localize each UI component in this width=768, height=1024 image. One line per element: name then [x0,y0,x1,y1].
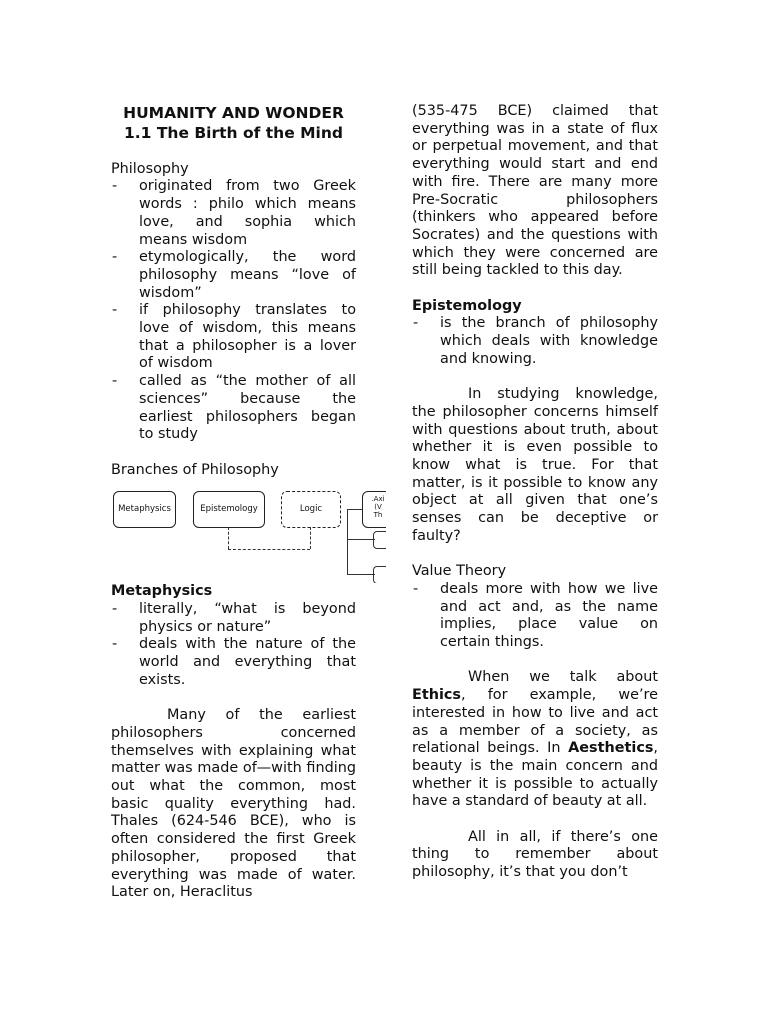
metaphysics-bullet-list [111,601,356,690]
diagram-connector [347,509,362,510]
ethics-term: Ethics [412,687,461,704]
value-theory-bullet-list [412,581,658,652]
aesthetics-term: Aesthetics [568,740,654,757]
philosophy-label: Philosophy [111,160,189,177]
branches-diagram [111,479,386,583]
diagram-connector [228,527,229,549]
metaphysics-heading: Metaphysics [111,583,213,600]
closing-paragraph: All in all, if there’s one thing to remember about philosophy, it’s that you don’t [412,828,658,881]
right-column [412,103,658,882]
diagram-node-logic: Logic [281,491,341,528]
diagram-connector [347,509,348,574]
value-theory-heading: Value Theory [412,563,507,580]
axiology-line-3: Th [373,511,383,520]
title-line-1: HUMANITY AND WONDER [123,104,344,122]
diagram-connector [310,527,311,549]
diagram-subnode-partial [373,566,386,583]
diagram-node-metaphysics: Metaphysics [113,491,176,528]
left-column [111,103,385,902]
diagram-subnode-partial [373,531,386,549]
diagram-connector [228,549,310,550]
value-para-start: When we talk about [468,669,658,686]
epistemology-heading: Epistemology [412,297,522,314]
document-title [111,103,356,143]
heraclitus-continuation: (535-475 BCE) claimed that everything was in a state of flux or perpetual movement, and that everything would start and end with fire. There are many more Pre-Socratic philosophers (thinkers who appeared before Socrates) and the questions with which they were concerned are still being tackled to this day. [412,103,658,279]
axiology-line-2: (V [374,503,382,512]
philosophy-bullet-list [111,178,356,444]
epistemology-bullet: - is the branch of philosophy which deals with knowledge and knowing. [412,315,658,368]
diagram-node-axiology-text [365,495,386,519]
philosophy-bullet: - etymologically, the word philosophy means “love of wisdom” [111,249,356,302]
epistemology-paragraph: In studying knowledge, the philosopher concerns himself with questions about truth, about whether it is even possible to know what is true. For that matter, is it possible to know any object at all given that one’s senses can be deceptive or faulty? [412,386,658,544]
philosophy-bullet: - if philosophy translates to love of wisdom, this means that a philosopher is a lover of wisdom [111,302,356,373]
philosophy-bullet: - originated from two Greek words : philo which means love, and sophia which means wisdom [111,178,356,249]
value-theory-paragraph [412,669,658,811]
branches-heading: Branches of Philosophy [111,461,279,478]
diagram-connector [347,539,375,540]
metaphysics-bullet: - literally, “what is beyond physics or nature” [111,601,356,636]
metaphysics-bullet: - deals with the nature of the world and everything that exists. [111,636,356,689]
philosophy-bullet: - called as “the mother of all sciences” because the earliest philosophers began to study [111,373,356,444]
value-theory-bullet: - deals more with how we live and act and, as the name implies, place value on certain things. [412,581,658,652]
diagram-connector [347,574,375,575]
axiology-line-1: .Axi [371,495,385,504]
diagram-node-epistemology: Epistemology [193,491,265,528]
value-para-end: , beauty is the main concern and whether it is possible to actually have a standard of beauty at all. [412,740,658,810]
title-line-2: 1.1 The Birth of the Mind [124,124,343,142]
epistemology-bullet-list [412,315,658,368]
metaphysics-paragraph: Many of the earliest philosophers concerned themselves with explaining what matter was made of—with finding out what the common, most basic quality everything had. Thales (624-546 BCE), who is often considered the first Greek philosopher, proposed that everything was made of water. Later on, Heraclitus [111,707,356,901]
value-para-mid: , for example, we’re interested in how to live and act as a member of a society, as relational beings. In [412,687,658,757]
